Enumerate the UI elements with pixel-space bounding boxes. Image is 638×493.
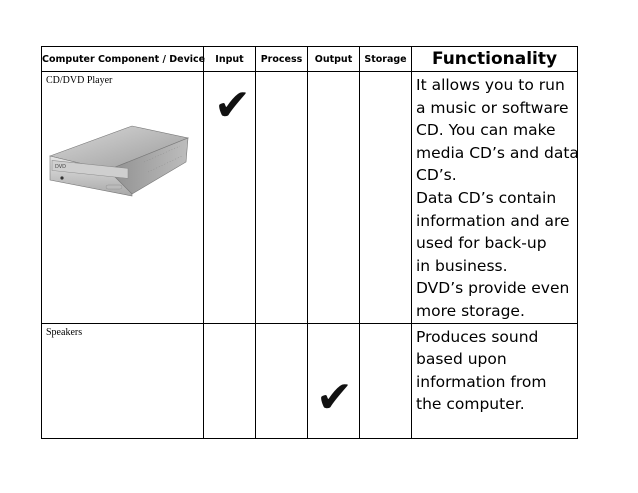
- table-row-speakers: [42, 323, 578, 438]
- functionality-line: information from: [416, 372, 547, 391]
- input-cell: [204, 72, 256, 324]
- functionality-line: more storage.: [416, 301, 525, 320]
- header-row: [42, 47, 578, 72]
- header-component: Computer Component / Device: [42, 47, 204, 72]
- functionality-cell: [412, 323, 578, 438]
- cd-dvd-drive-image: [48, 122, 190, 202]
- storage-cell: [360, 72, 412, 324]
- functionality-line: Produces sound: [416, 327, 539, 346]
- functionality-line: used for back-up: [416, 234, 547, 253]
- functionality-cell: [412, 72, 578, 324]
- checkmark-icon: ✔: [316, 371, 353, 423]
- io-classification-table: [41, 46, 578, 439]
- header-functionality: Functionality: [412, 47, 578, 72]
- component-cell: [42, 72, 204, 324]
- component-name: Speakers: [46, 326, 83, 338]
- process-cell: [256, 72, 308, 324]
- storage-cell: [360, 323, 412, 438]
- functionality-line: DVD’s provide even: [416, 279, 570, 298]
- functionality-line: CD. You can make: [416, 121, 556, 140]
- process-cell: [256, 323, 308, 438]
- header-input: Input: [204, 47, 256, 72]
- functionality-line: media CD’s and data: [416, 143, 579, 162]
- functionality-line: Data CD’s contain: [416, 188, 557, 207]
- component-cell: [42, 323, 204, 438]
- component-name: CD/DVD Player: [46, 75, 113, 86]
- header-process: Process: [256, 47, 308, 72]
- header-storage: Storage: [360, 47, 412, 72]
- output-cell: [308, 323, 360, 438]
- checkmark-icon: ✔: [214, 80, 251, 131]
- functionality-line: It allows you to run: [416, 76, 565, 94]
- input-cell: [204, 323, 256, 438]
- functionality-line: information and are: [416, 211, 570, 230]
- functionality-line: a music or software: [416, 98, 569, 117]
- functionality-line: in business.: [416, 256, 508, 275]
- header-output: Output: [308, 47, 360, 72]
- functionality-line: CD’s.: [416, 166, 457, 185]
- functionality-line: based upon: [416, 350, 507, 369]
- drive-dvd-label: DVD: [55, 164, 67, 170]
- output-cell: [308, 72, 360, 324]
- functionality-line: the computer.: [416, 395, 525, 414]
- table-row-cd-dvd-player: [42, 72, 578, 324]
